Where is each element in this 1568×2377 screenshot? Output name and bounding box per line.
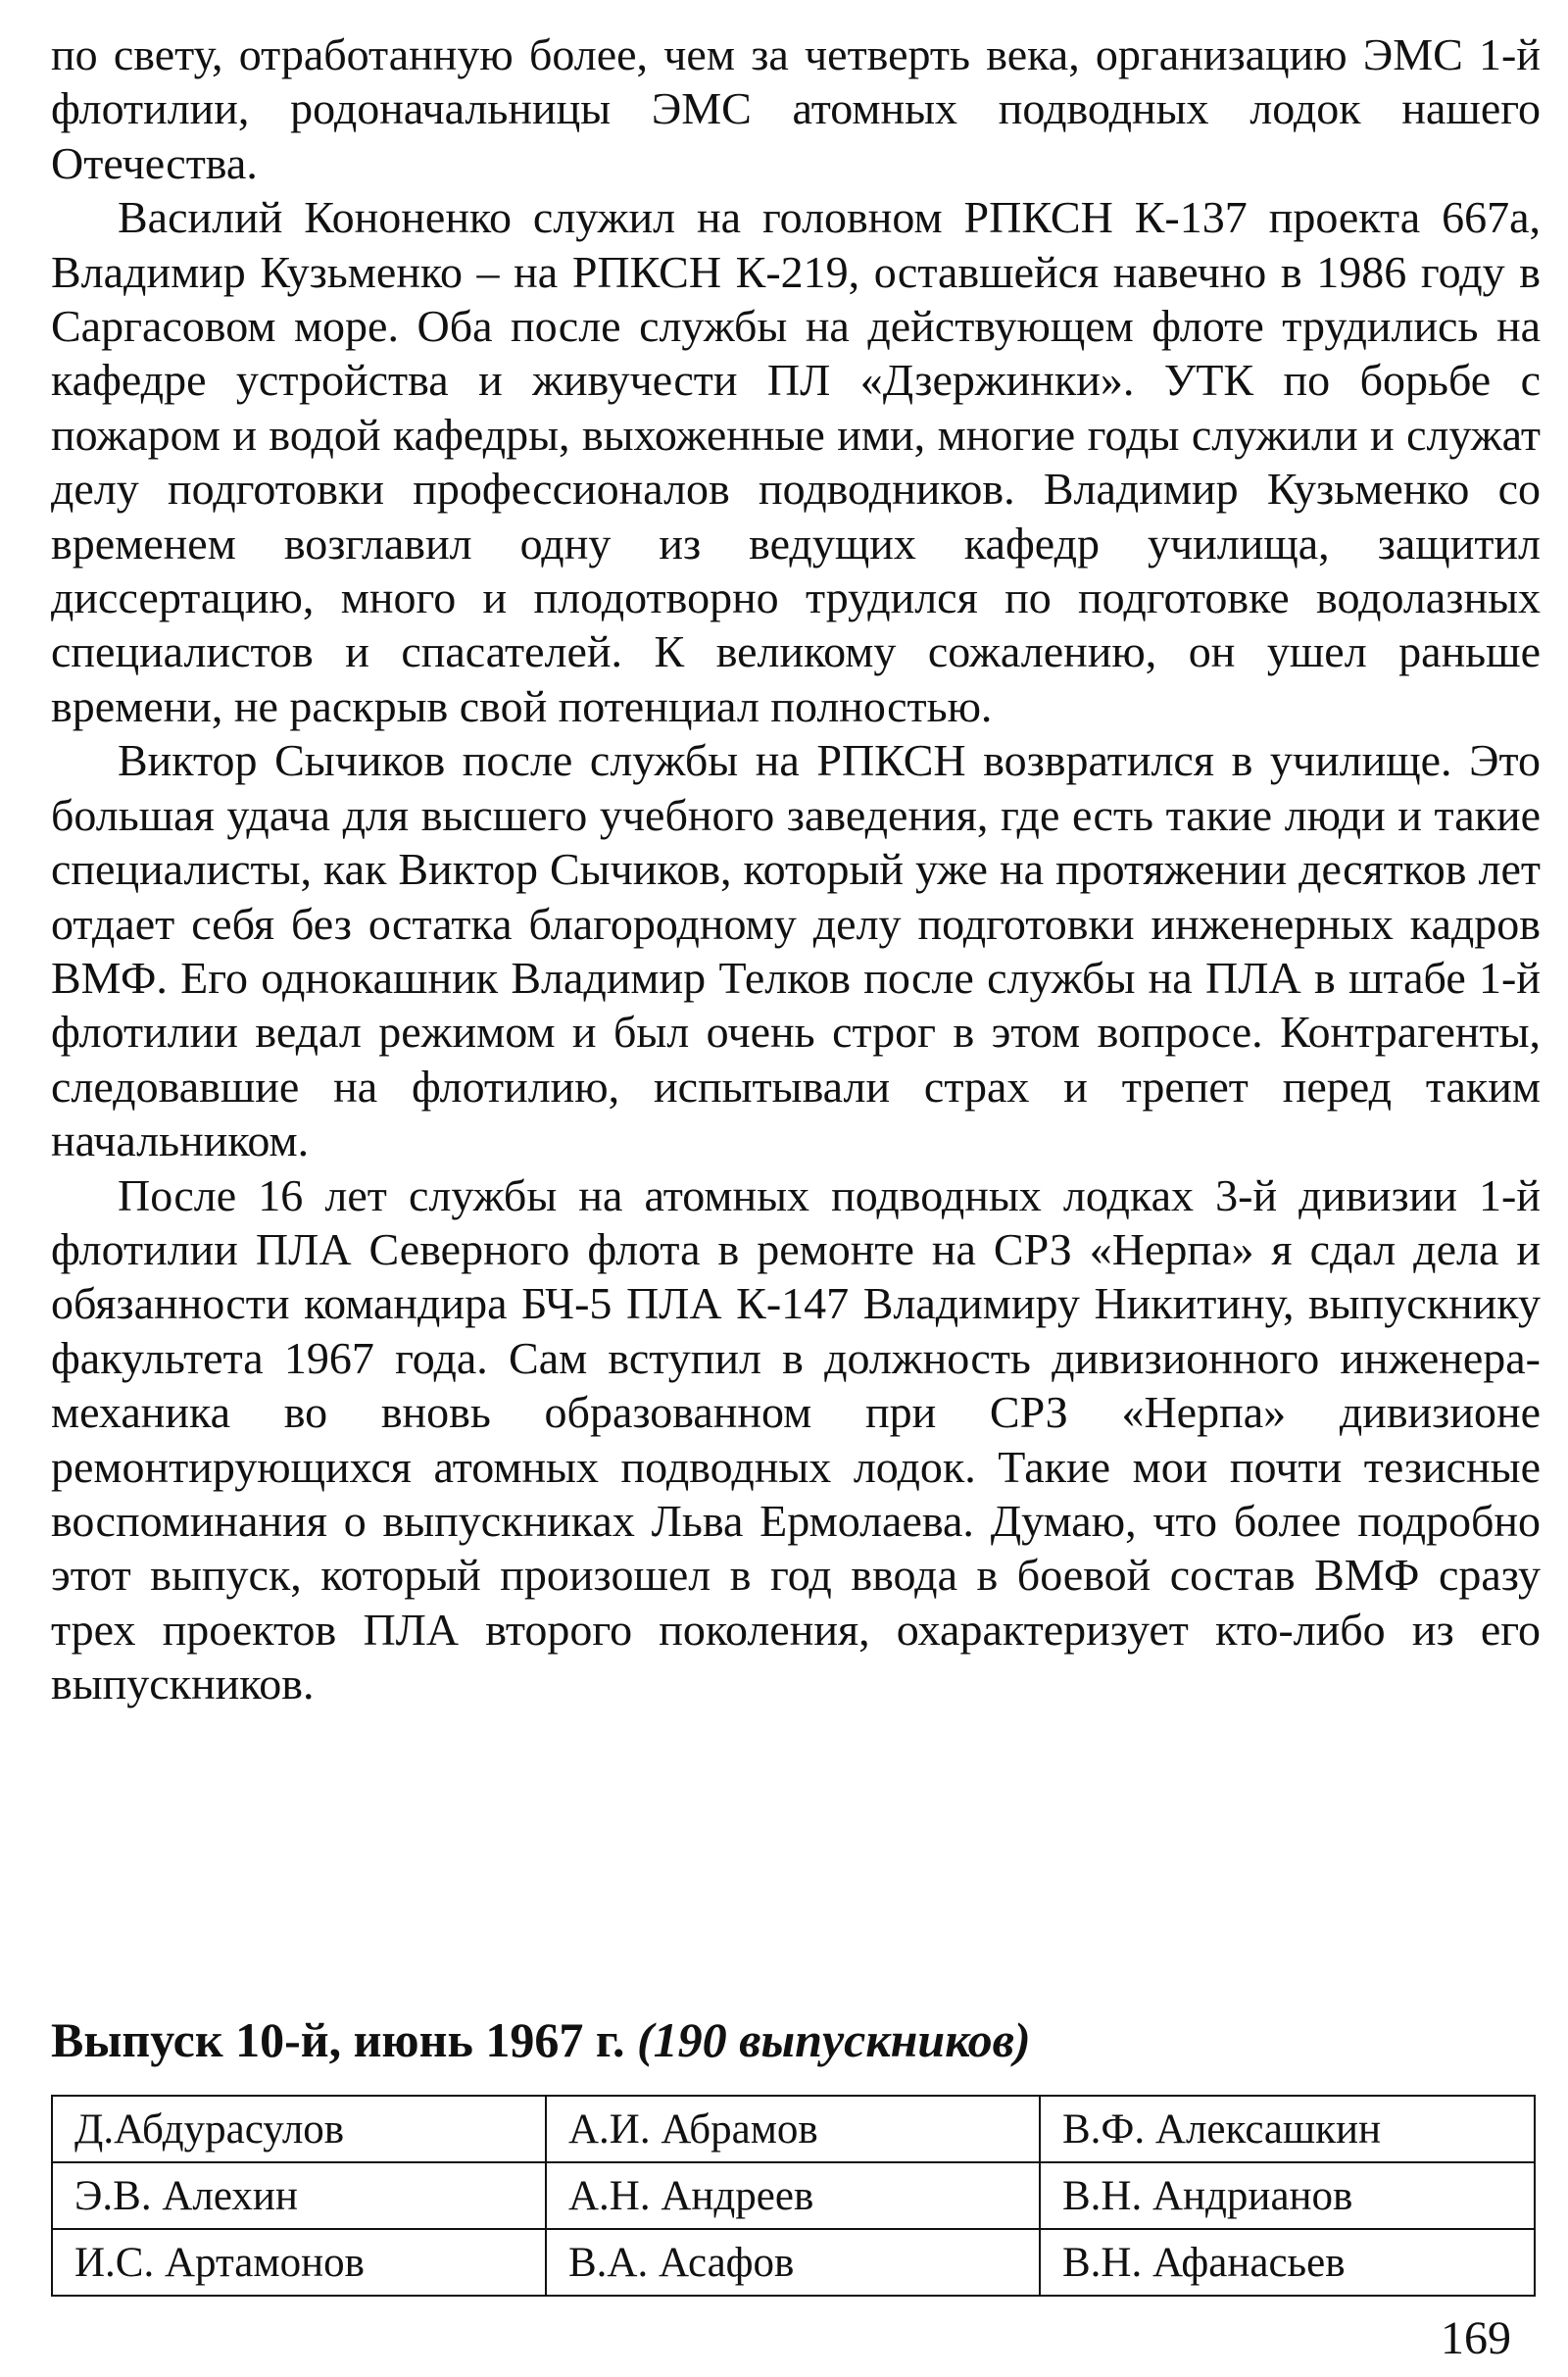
table-cell: А.И. Абрамов: [546, 2096, 1040, 2162]
section-heading: [51, 2011, 1031, 2068]
table-row: [52, 2162, 1535, 2229]
table-cell: В.Н. Андрианов: [1040, 2162, 1535, 2229]
graduates-table: [51, 2095, 1536, 2297]
table-cell: В.Н. Афанасьев: [1040, 2229, 1535, 2296]
paragraph-1: по свету, отработанную более, чем за четверть века, организацию ЭМС 1-й флотилии, родоначальницы ЭМС атомных подводных лодок нашего Отечества.: [51, 29, 1541, 188]
section-note: (190 выпускников): [636, 2012, 1031, 2067]
page-number: 169: [1441, 2312, 1511, 2364]
table-cell: Д.Абдурасулов: [52, 2096, 546, 2162]
table-cell: И.С. Артамонов: [52, 2229, 546, 2296]
page-text: [51, 27, 1541, 1711]
paragraph-4: После 16 лет службы на атомных подводных лодках 3-й дивизии 1-й флотилии ПЛА Северного флота в ремонте на СРЗ «Нерпа» я сдал дела и обязанности командира БЧ-5 ПЛА К-147 Владимиру Никитину, выпускнику факультета 1967 года. Сам вступил в должность дивизионного инженера-механика во вновь образованном при СРЗ «Нерпа» дивизионе ремонтирующихся атомных подводных лодок. Такие мои почти тезисные воспоминания о выпускниках Льва Ермолаева. Думаю, что более подробно этот выпуск, который произошел в год ввода в боевой состав ВМФ сразу трех проектов ПЛА второго поколения, охарактеризует кто-либо из его выпускников.: [51, 1169, 1541, 1709]
section-title: Выпуск 10-й, июнь 1967 г.: [51, 2012, 625, 2067]
table-row: [52, 2096, 1535, 2162]
paragraph-3: Виктор Сычиков после службы на РПКСН возвратился в училище. Это большая удача для высшего учебного заведения, где есть такие люди и такие специалисты, как Виктор Сычиков, который уже на протяжении десятков лет отдает себя без остатка благородному делу подготовки инженерных кадров ВМФ. Его однокашник Владимир Телков после службы на ПЛА в штабе 1-й флотилии ведал режимом и был очень строг в этом вопросе. Контрагенты, следовавшие на флотилию, испытывали страх и трепет перед таким начальником.: [51, 735, 1541, 1166]
table-cell: А.Н. Андреев: [546, 2162, 1040, 2229]
table-cell: В.Ф. Алексашкин: [1040, 2096, 1535, 2162]
table-row: [52, 2229, 1535, 2296]
paragraph-2: Василий Кононенко служил на головном РПКСН К-137 проекта 667а, Владимир Кузьменко – на РПКСН К-219, оставшейся навечно в 1986 году в Саргасовом море. Оба после службы на действующем флоте трудились на кафедре устройства и живучести ПЛ «Дзержинки». УТК по борьбе с пожаром и водой кафедры, выхоженные ими, многие годы служили и служат делу подготовки профессионалов подводников. Владимир Кузьменко со временем возглавил одну из ведущих кафедр училища, защитил диссертацию, много и плодотворно трудился по подготовке водолазных специалистов и спасателей. К великому сожалению, он ушел раньше времени, не раскрыв свой потенциал полностью.: [51, 192, 1541, 731]
table-cell: В.А. Асафов: [546, 2229, 1040, 2296]
table-cell: Э.В. Алехин: [52, 2162, 546, 2229]
